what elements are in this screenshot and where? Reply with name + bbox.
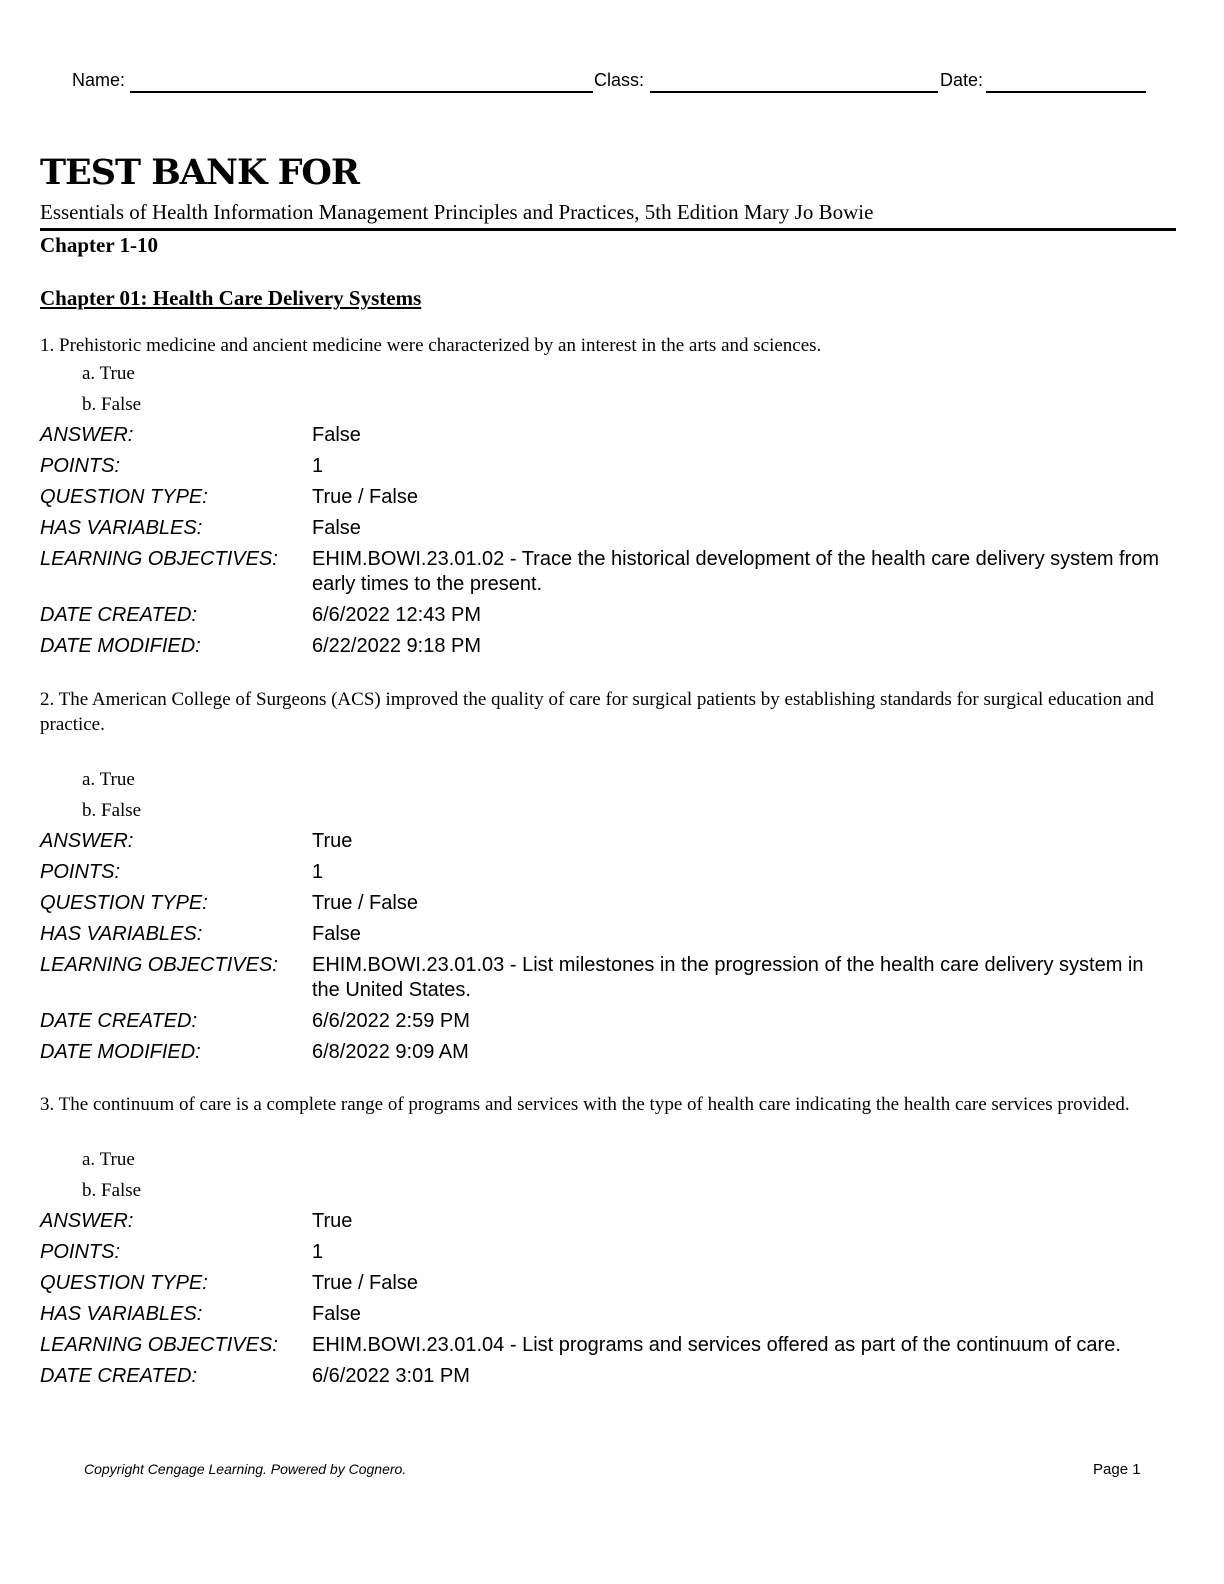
date-created-value: 6/6/2022 2:59 PM <box>312 1010 470 1032</box>
option-a: a. True <box>82 1149 135 1170</box>
has-variables-value: False <box>312 1303 361 1325</box>
points-value: 1 <box>312 455 324 477</box>
class-label: Class: <box>594 70 645 90</box>
points-label: POINTS: <box>40 455 121 477</box>
answer-label: ANSWER: <box>40 830 134 852</box>
question-text: 2. The American College of Surgeons (ACS) improved the quality of care for surgical patients by establishing standards for surgical education and practice. <box>40 689 1155 735</box>
learning-objectives-label: LEARNING OBJECTIVES: <box>40 954 278 976</box>
name-field-line <box>130 91 593 93</box>
date-created-label: DATE CREATED: <box>40 1010 198 1032</box>
question-text: 3. The continuum of care is a complete range of programs and services with the type of health care indicating the health care services provided. <box>40 1094 1130 1115</box>
copyright-footer: Copyright Cengage Learning. Powered by Cognero. <box>84 1461 407 1477</box>
learning-objectives-label: LEARNING OBJECTIVES: <box>40 548 278 570</box>
name-label: Name: <box>72 70 126 90</box>
answer-options <box>40 764 1170 826</box>
answer-options <box>40 1144 1170 1206</box>
question-metadata <box>40 826 1170 1068</box>
student-info-header <box>0 70 1224 96</box>
book-title: Essentials of Health Information Management Principles and Practices, 5th Edition Mary Jo Bowie <box>40 200 874 224</box>
answer-label: ANSWER: <box>40 424 134 446</box>
answer-value: False <box>312 424 361 446</box>
has-variables-label: HAS VARIABLES: <box>40 1303 203 1325</box>
answer-value: True <box>312 830 353 852</box>
date-created-value: 6/6/2022 3:01 PM <box>312 1365 470 1387</box>
learning-objectives-value: EHIM.BOWI.23.01.04 - List programs and services offered as part of the continuum of care. <box>312 1334 1121 1356</box>
date-modified-label: DATE MODIFIED: <box>40 635 201 657</box>
option-b: b. False <box>82 394 142 415</box>
chapter-heading: Chapter 01: Health Care Delivery Systems <box>40 286 422 310</box>
question-type-label: QUESTION TYPE: <box>40 1272 208 1294</box>
question-type-label: QUESTION TYPE: <box>40 892 208 914</box>
points-value: 1 <box>312 1241 324 1263</box>
answer-value: True <box>312 1210 353 1232</box>
option-a: a. True <box>82 769 135 790</box>
has-variables-value: False <box>312 923 361 945</box>
date-field-line <box>986 91 1146 93</box>
learning-objectives-value: EHIM.BOWI.23.01.03 - List milestones in the progression of the health care delivery system in the United States. <box>312 954 1144 1001</box>
answer-label: ANSWER: <box>40 1210 134 1232</box>
has-variables-value: False <box>312 517 361 539</box>
date-created-value: 6/6/2022 12:43 PM <box>312 604 482 626</box>
question-type-value: True / False <box>312 892 418 914</box>
question-item <box>40 333 1170 662</box>
option-b: b. False <box>82 1180 142 1201</box>
question-type-label: QUESTION TYPE: <box>40 486 208 508</box>
date-created-label: DATE CREATED: <box>40 604 198 626</box>
question-metadata <box>40 1206 1170 1392</box>
answer-options <box>40 358 1170 420</box>
option-a: a. True <box>82 363 135 384</box>
title-divider <box>40 228 1176 231</box>
points-label: POINTS: <box>40 1241 121 1263</box>
date-modified-value: 6/22/2022 9:18 PM <box>312 635 482 657</box>
option-b: b. False <box>82 800 142 821</box>
date-label: Date: <box>940 70 984 90</box>
page-number: Page 1 <box>1093 1461 1141 1478</box>
learning-objectives-label: LEARNING OBJECTIVES: <box>40 1334 278 1356</box>
learning-objectives-value: EHIM.BOWI.23.01.02 - Trace the historical development of the health care delivery system from early times to the present. <box>312 548 1160 595</box>
question-item <box>40 1092 1170 1392</box>
date-modified-label: DATE MODIFIED: <box>40 1041 201 1063</box>
document-title: TEST BANK FOR <box>40 152 359 193</box>
class-field-line <box>650 91 938 93</box>
question-metadata <box>40 420 1170 662</box>
question-item <box>40 687 1170 1068</box>
date-created-label: DATE CREATED: <box>40 1365 198 1387</box>
has-variables-label: HAS VARIABLES: <box>40 517 203 539</box>
points-value: 1 <box>312 861 324 883</box>
question-text: 1. Prehistoric medicine and ancient medicine were characterized by an interest in the arts and sciences. <box>40 335 822 356</box>
has-variables-label: HAS VARIABLES: <box>40 923 203 945</box>
question-type-value: True / False <box>312 1272 418 1294</box>
chapter-range: Chapter 1-10 <box>40 233 159 257</box>
points-label: POINTS: <box>40 861 121 883</box>
date-modified-value: 6/8/2022 9:09 AM <box>312 1041 469 1063</box>
question-type-value: True / False <box>312 486 418 508</box>
